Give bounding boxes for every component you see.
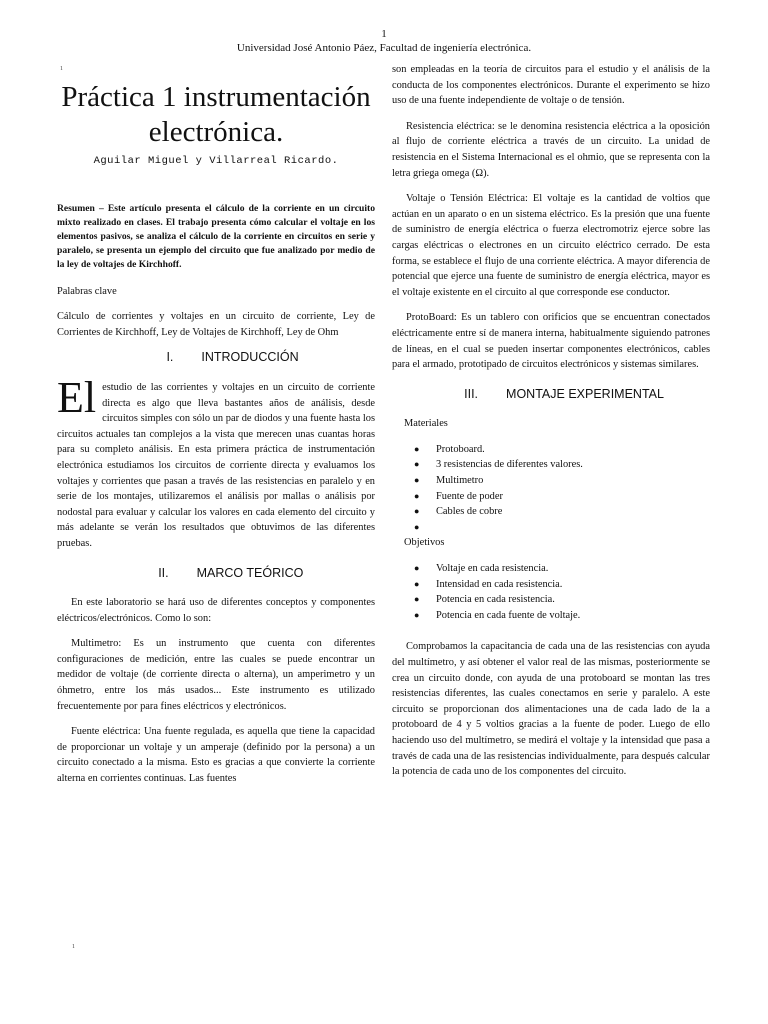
list-item: ● Voltaje en cada resistencia. bbox=[436, 561, 710, 577]
materiales-list bbox=[392, 442, 710, 536]
paper-title: Práctica 1 instrumentación electrónica. bbox=[61, 81, 371, 148]
objetivos-heading: Objetivos bbox=[404, 537, 445, 549]
intro-text: estudio de las corrientes y voltajes en un circuito de corriente directa es algo que lleva bastantes años de análisis, desde circuitos simples con sólo un par de diodos y una fuente hasta los circuitos actuales tan complejos a la vista que merecen unas cuantas horas para su completo análisis. En esta primera práctica de instrumentación electrónica estudiamos los circuitos de corriente directa y evaluamos los voltajes y corrientes que pasan a través de las resistencias en paralelo y en serie de los montajes, utilizaremos el análisis por mallas o análisis por nodostal para evaluar y calcular los valores en cada elemento del circuito y más adelante se verán los resultados que obtuvimos de las diferentes pruebas. bbox=[57, 381, 375, 549]
section-number: II. bbox=[158, 565, 169, 580]
left-column bbox=[57, 80, 375, 797]
procedimiento-paragraph: Comprobamos la capacitancia de cada una de las resistencias con ayuda del multímetro, y así obtener el valor real de las mismas, posteriormente se crea un circuito donde, con ayuda de una protoboard se montan las tres resistencias diferentes, las cuales conectamos en serie y paralelo. A este circuito se proporcionan dos alimentaciones una de cada lado de la a protoboard de 4 y 5 voltios gracias a la fuente de poder. Luego de ello haciendo uso del multímetro, se medirá el voltaje y la intensidad que pasa a través de cada una de las resistencias individualmente, para después calcular la potencia de cada uno de los componentes del circuito. bbox=[392, 641, 710, 778]
keywords-heading: Palabras clave bbox=[57, 285, 117, 297]
section-heading-marco-teorico bbox=[57, 566, 375, 582]
marco-intro-paragraph: En este laboratorio se hará uso de diferentes conceptos y componentes eléctricos/electrónicos. Como lo son: bbox=[57, 597, 375, 624]
list-item: ● 3 resistencias de diferentes valores. bbox=[436, 457, 710, 473]
resistencia-paragraph: Resistencia eléctrica: se le denomina resistencia eléctrica a la oposición al flujo de corriente eléctrica a través de un circuito. La unidad de resistencia en el Sistema Internacional es el ohmio, que se representa con la letra griega omega (Ω). bbox=[392, 120, 710, 179]
section-number: III. bbox=[464, 386, 479, 401]
section-number: I. bbox=[166, 350, 174, 365]
list-item bbox=[436, 520, 710, 536]
running-header: Universidad José Antonio Páez, Facultad de ingeniería electrónica. bbox=[236, 42, 532, 54]
list-item: ● Potencia en cada resistencia. bbox=[436, 592, 710, 608]
list-item: ● Protoboard. bbox=[436, 442, 710, 458]
drop-cap: El bbox=[57, 372, 97, 422]
intro-paragraph bbox=[57, 372, 375, 552]
list-item: ● Multimetro bbox=[436, 473, 710, 489]
keywords: Cálculo de corrientes y voltajes en un circuito de corriente, Ley de Corrientes de Kirchhoff, Ley de Voltajes de Kirchhoff, Ley de Ohm bbox=[57, 311, 375, 338]
fuente-continuation: son empleadas en la teoría de circuitos para el estudio y el análisis de la conducta de los componentes electrónicos. Durante el experimento se hizo uso de una fuente independiente de voltaje o de tensión. bbox=[392, 64, 710, 107]
protoboard-paragraph: ProtoBoard: Es un tablero con orificios que se encuentran conectados eléctricamente entre sí de manera interna, habitualmente siguiendo patrones de líneas, en el cual se pueden insertar componentes electrónicos, cables para el armado, prototipado de circuitos electrónicos y sistemas similares. bbox=[392, 312, 710, 371]
section-title: MONTAJE EXPERIMENTAL bbox=[506, 386, 664, 401]
footnote-marker: 1 bbox=[72, 944, 75, 950]
objetivos-list bbox=[392, 561, 710, 623]
section-title: MARCO TEÓRICO bbox=[196, 565, 304, 580]
authors: Aguilar Miguel y Villarreal Ricardo. bbox=[93, 155, 339, 167]
page-number: 1 bbox=[381, 28, 387, 40]
voltaje-paragraph: Voltaje o Tensión Eléctrica: El voltaje es la cantidad de voltios que actúan en un aparato o en un sistema eléctrico. Es la presión que una fuente de suministro de energía eléctrica o fuerza electromotriz ejerce sobre las cargas eléctricas o electrones en un circuito eléctrico cerrado. De esta forma, se establece el flujo de una corriente eléctrica. A mayor diferencia de potencial que ejerce una fuente de suministro de energía eléctrica, mayor es el voltaje existente en el circuito al que corresponde ese conductor. bbox=[392, 193, 710, 298]
list-item: ● Cables de cobre bbox=[436, 504, 710, 520]
fuente-paragraph: Fuente eléctrica: Una fuente regulada, es aquella que tiene la capacidad de proporcionar un voltaje y un amperaje (definido por la persona) a un circuito conectado a la misma. Esto es gracias a que convierte la corriente alterna en corrientes continuas. Las fuentes bbox=[57, 726, 375, 785]
abstract-text: Resumen – Este artículo presenta el cálculo de la corriente en un circuito mixto realizado en clases. El trabajo presenta cómo calcular el voltaje en los elementos pasivos, se analiza el cálculo de la corriente en circuitos en serie y paralelo, se presenta un ejemplo del circuito que fue analizado por medio de la ley de voltajes de Kirchhoff. bbox=[57, 202, 375, 270]
list-item: ● Potencia en cada fuente de voltaje. bbox=[436, 608, 710, 624]
section-heading-montaje bbox=[392, 387, 710, 403]
right-column bbox=[392, 62, 710, 790]
materiales-heading: Materiales bbox=[404, 418, 448, 430]
list-item: ● Intensidad en cada resistencia. bbox=[436, 577, 710, 593]
section-title: INTRODUCCIÓN bbox=[201, 350, 299, 365]
section-heading-introduccion bbox=[57, 350, 375, 366]
abstract bbox=[57, 202, 375, 272]
list-item: ● Fuente de poder bbox=[436, 489, 710, 505]
multimetro-paragraph: Multimetro: Es un instrumento que cuenta con diferentes configuraciones de medición, entre las cuales se puede encontrar un medidor de voltaje (de corriente directa o alterna), un amperimetro y un óhmetro, entre los más usados... Este instrumento es utilizado frecuentemente por para fines eléctricos y electrónicos. bbox=[57, 638, 375, 712]
footnote-marker: 1 bbox=[60, 66, 63, 72]
